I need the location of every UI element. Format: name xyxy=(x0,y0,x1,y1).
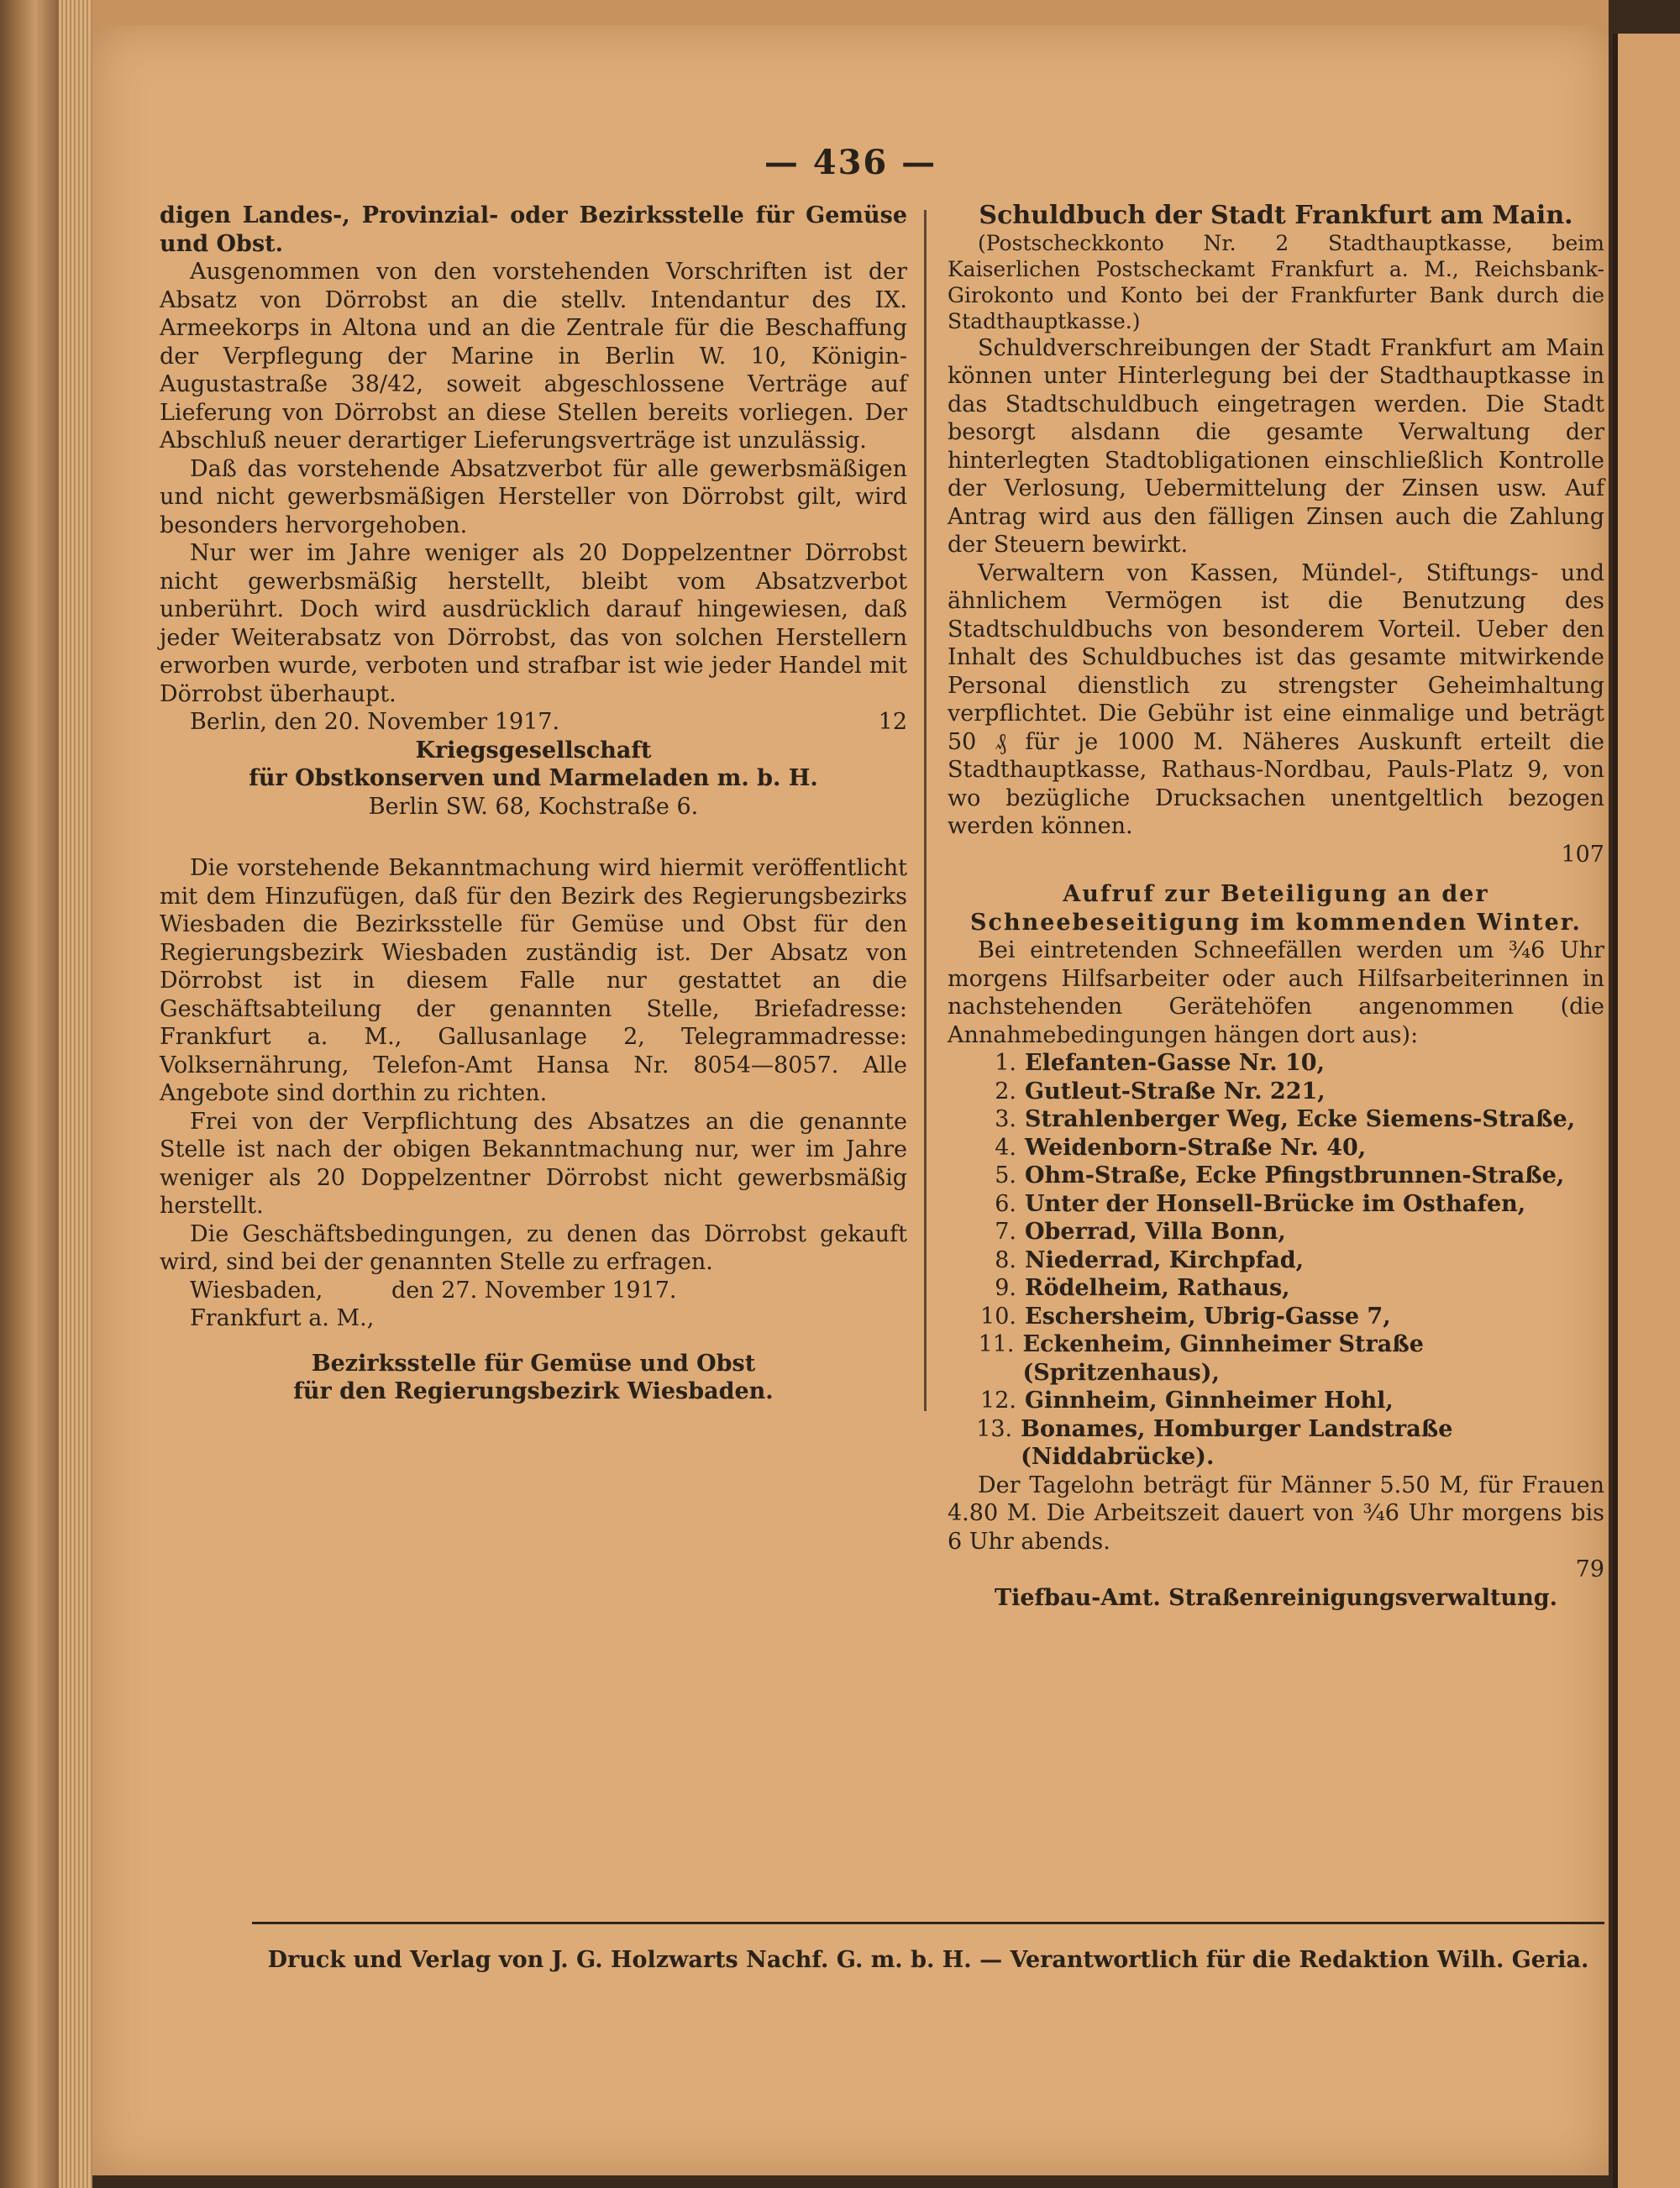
list-text: Ohm-Straße, Ecke Pfingstbrunnen-Straße, xyxy=(1025,1162,1565,1188)
signature-line: für den Regierungsbezirk Wiesbaden. xyxy=(293,1378,774,1404)
list-item xyxy=(964,1274,1604,1303)
list-number: 7. xyxy=(995,1219,1016,1245)
list-item xyxy=(964,1303,1604,1331)
paragraph: Die vorstehende Bekanntmachung wird hiermit veröffentlicht mit dem Hinzufügen, daß für den Bezirk des Regierungsbezirks Wiesbaden die Bezirksstelle für Gemüse und Obst für den Regierungsbezirk Wiesbaden zuständig ist. Der Absatz von Dörrobst ist in diesem Falle nur gestattet an die Geschäftsabteilung der genannten Stelle, Briefadresse: Frankfurt a. M., Gallusanlage 2, Telegrammadresse: Volksernährung, Telefon-Amt Hansa Nr. 8054—8057. Alle Angebote sind dorthin zu richten. xyxy=(160,855,907,1106)
list-text: Gutleut-Straße Nr. 221, xyxy=(1025,1078,1326,1104)
paragraph: Bei eintretenden Schneefällen werden um ¾6 Uhr morgens Hilfsarbeiter oder auch Hilfsarbeiterinnen in nachstehenden Gerätehöfen angenommen (die Annahmebedingungen hängen dort aus): xyxy=(948,937,1604,1048)
paragraph: digen Landes-, Provinzial- oder Bezirksstelle für Gemüse und Obst. xyxy=(160,202,907,257)
list-number: 5. xyxy=(995,1162,1016,1188)
imprint-footer: Druck und Verlag von J. G. Holzwarts Nachf. G. m. b. H. — Verantwortlich für die Redaktion Wilh. Geria. xyxy=(267,1947,1589,1973)
list-text: Unter der Honsell-Brücke im Osthafen, xyxy=(1025,1190,1526,1217)
column-divider xyxy=(924,210,927,1411)
list-item xyxy=(964,1190,1604,1219)
location-list xyxy=(948,1049,1604,1472)
list-item xyxy=(964,1387,1604,1415)
paragraph: (Postscheckkonto Nr. 2 Stadthauptkasse, beim Kaiserlichen Postscheckamt Frankfurt a. M., Reichsbank-Girokonto und Konto bei der Frankfurter Bank durch die Stadthauptkasse.) xyxy=(948,230,1604,333)
list-text: Elefanten-Gasse Nr. 10, xyxy=(1025,1050,1325,1076)
list-item xyxy=(964,1049,1604,1078)
list-item xyxy=(964,1330,1604,1387)
list-item xyxy=(964,1134,1604,1162)
dateline xyxy=(160,708,907,737)
date: Berlin, den 20. November 1917. xyxy=(190,709,560,735)
paragraph: Die Geschäftsbedingungen, zu denen das Dörrobst gekauft wird, sind bei der genannten Stelle zu erfragen. xyxy=(160,1220,907,1275)
paragraph: Verwaltern von Kassen, Mündel-, Stiftungs- und ähnlichem Vermögen ist die Benutzung des Stadtschuldbuchs von besonderem Vorteil. Ueber den Inhalt des Schuldbuches ist das gesamte mitwirkende Personal dienstlich zu strengster Geheimhaltung verpflichtet. Die Gebühr ist eine einmalige und beträgt 50 ₰ für je 1000 M. Näheres Auskunft erteilt die Stadthauptkasse, Rathaus-Nordbau, Pauls-Platz 9, von wo bezügliche Drucksachen unentgeltlich bezogen werden können. xyxy=(948,559,1604,839)
list-number: 2. xyxy=(995,1078,1016,1104)
dateline xyxy=(160,1277,907,1305)
paragraph: Der Tagelohn beträgt für Männer 5.50 M, für Frauen 4.80 M. Die Arbeitszeit dauert von ¾6 Uhr morgens bis 6 Uhr abends. xyxy=(948,1472,1604,1555)
list-text: Strahlenberger Weg, Ecke Siemens-Straße, xyxy=(1025,1106,1576,1132)
signature-line: Tiefbau-Amt. Straßenreinigungsverwaltung. xyxy=(994,1584,1558,1611)
list-text: Rödelheim, Rathaus, xyxy=(1025,1275,1290,1301)
list-number: 6. xyxy=(995,1190,1016,1217)
notice-number: 107 xyxy=(1561,841,1604,868)
paragraph: Schuldverschreibungen der Stadt Frankfurt am Main können unter Hinterlegung bei der Stadthauptkasse in das Stadtschuldbuch eingetragen werden. Die Stadt besorgt alsdann die gesamte Verwaltung der hinterlegten Stadtobligationen einschließlich Kontrolle der Verlosung, Uebermittelung der Zinsen usw. Auf Antrag wird aus den fälligen Zinsen auch die Zahlung der Steuern bewirkt. xyxy=(948,334,1604,558)
list-item xyxy=(964,1246,1604,1275)
paragraph: Frei von der Verpflichtung des Absatzes an die genannte Stelle ist nach der obigen Bekanntmachung nur, wer im Jahre weniger als 20 Doppelzentner Dörrobst nicht gewerbsmäßig herstellt. xyxy=(160,1108,907,1219)
place: Wiesbaden, xyxy=(190,1277,323,1304)
list-text: Niederrad, Kirchpfad, xyxy=(1025,1246,1305,1273)
signature-line: für Obstkonserven und Marmeladen m. b. H. xyxy=(249,765,818,791)
list-number: 8. xyxy=(995,1246,1016,1273)
list-text: Eckenheim, Ginnheimer Straße (Spritzenhaus), xyxy=(1022,1331,1424,1386)
list-text: Ginnheim, Ginnheimer Hohl, xyxy=(1025,1388,1394,1414)
notice-number: 12 xyxy=(878,709,907,735)
list-number: 12. xyxy=(980,1388,1016,1414)
page-number: — 436 — xyxy=(764,143,937,182)
footer-rule xyxy=(252,1922,1604,1924)
book-spine xyxy=(0,0,59,2188)
number-row xyxy=(948,841,1604,869)
number-row xyxy=(948,1556,1604,1584)
list-item xyxy=(964,1078,1604,1106)
list-item xyxy=(964,1105,1604,1134)
section-title: Aufruf zur Beteiligung an der Schneebeseitigung im kommenden Winter. xyxy=(970,881,1582,936)
list-text: Oberrad, Villa Bonn, xyxy=(1025,1219,1286,1245)
signature-address: Berlin SW. 68, Kochstraße 6. xyxy=(368,793,699,820)
paragraph: Daß das vorstehende Absatzverbot für alle gewerbsmäßigen und nicht gewerbsmäßigen Hersteller von Dörrobst gilt, wird besonders hervorgehoben. xyxy=(160,455,907,538)
signature-line: Kriegsgesellschaft xyxy=(415,737,652,763)
list-item xyxy=(964,1218,1604,1246)
place: Frankfurt a. M., xyxy=(190,1305,375,1331)
list-number: 13. xyxy=(976,1415,1013,1442)
list-text: Bonames, Homburger Landstraße (Niddabrücke). xyxy=(1021,1415,1453,1470)
list-text: Weidenborn-Straße Nr. 40, xyxy=(1025,1134,1367,1161)
list-text: Eschersheim, Ubrig-Gasse 7, xyxy=(1025,1303,1391,1330)
left-column xyxy=(160,202,907,1406)
date: den 27. November 1917. xyxy=(391,1277,677,1304)
list-number: 9. xyxy=(995,1275,1016,1301)
list-number: 4. xyxy=(995,1134,1016,1161)
section-title: Schuldbuch der Stadt Frankfurt am Main. xyxy=(979,201,1573,230)
paragraph: Ausgenommen von den vorstehenden Vorschriften ist der Absatz von Dörrobst an die stellv. Intendantur des IX. Armeekorps in Altona und an die Zentrale für die Beschaffung der Verpflegung der Marine in Berlin W. 10, Königin-Augustastraße 38/42, soweit abgeschlossene Verträge auf Lieferung von Dörrobst an diese Stellen bereits vorliegen. Der Abschluß neuer derartiger Lieferungsverträge ist unzulässig. xyxy=(160,259,907,454)
list-number: 10. xyxy=(980,1303,1016,1330)
list-number: 3. xyxy=(995,1106,1016,1132)
list-item xyxy=(964,1415,1604,1472)
list-number: 11. xyxy=(978,1331,1015,1357)
top-strip xyxy=(92,0,1609,25)
right-column xyxy=(948,202,1604,1612)
page-edges xyxy=(59,0,92,2188)
paragraph: Nur wer im Jahre weniger als 20 Doppelzentner Dörrobst nicht gewerbsmäßig herstellt, bleibt vom Absatzverbot unberührt. Doch wird ausdrücklich darauf hingewiesen, daß jeder Weiterabsatz von Dörrobst, das von solchen Herstellern erworben wurde, verboten und strafbar ist wie jeder Handel mit Dörrobst überhaupt. xyxy=(160,540,907,707)
list-item xyxy=(964,1162,1604,1190)
list-number: 1. xyxy=(995,1050,1016,1076)
facing-page-edge xyxy=(1613,34,1680,2188)
signature-line: Bezirksstelle für Gemüse und Obst xyxy=(311,1350,756,1377)
notice-number: 79 xyxy=(1575,1556,1604,1582)
